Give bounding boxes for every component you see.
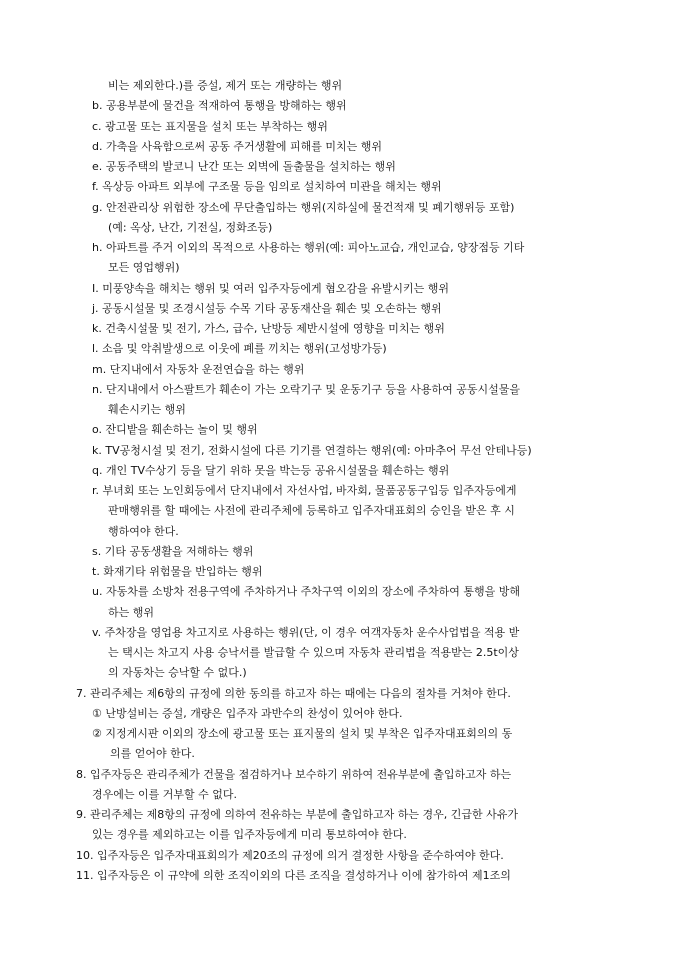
text-line: (예: 옥상, 난간, 기전실, 정화조등): [108, 221, 273, 234]
text-line: 9. 관리주체는 제8항의 규정에 의하여 전유하는 부분에 출입하고자 하는 경우, 긴급한 사유가: [76, 808, 518, 821]
text-line: 행하여야 한다.: [108, 525, 179, 538]
text-line: 8. 입주자등은 관리주체가 건물을 점검하거나 보수하기 위하여 전유부분에 출입하고자 하는: [76, 768, 512, 781]
text-line: ② 지정게시판 이외의 장소에 광고물 또는 표지물의 설치 및 부착은 입주자대표회의의 동: [92, 727, 513, 740]
text-line: 판매행위를 할 때에는 사전에 관리주체에 등록하고 입주자대표회의 승인을 받은 후 시: [108, 504, 515, 517]
text-line: 훼손시키는 행위: [108, 403, 186, 416]
text-line: 비는 제외한다.)를 증설, 제거 또는 개량하는 행위: [108, 79, 343, 92]
text-line: 는 택시는 차고지 사용 승낙서를 발급할 수 있으며 자동차 관리법을 적용받는 2.5t이상: [108, 646, 519, 659]
text-line: 경우에는 이를 거부할 수 없다.: [92, 788, 237, 801]
text-line: e. 공동주택의 발코니 난간 또는 외벽에 돌출물을 설치하는 행위: [92, 160, 396, 173]
text-line: 11. 입주자등은 이 규약에 의한 조직이외의 다른 조직을 결성하거나 이에 참가하여 제1조의: [76, 869, 511, 882]
text-line: 의를 얻어야 한다.: [110, 747, 195, 760]
text-line: j. 공동시설물 및 조경시설등 수목 기타 공동재산을 훼손 및 오손하는 행위: [92, 302, 442, 315]
text-line: o. 잔디밭을 훼손하는 놀이 및 행위: [92, 423, 258, 436]
text-line: s. 기타 공동생활을 저해하는 행위: [92, 545, 254, 558]
text-line: t. 화재기타 위험물을 반입하는 행위: [92, 565, 263, 578]
text-line: h. 아파트를 주거 이외의 목적으로 사용하는 행위(예: 피아노교습, 개인교습, 양장점등 기타: [92, 241, 525, 254]
text-line: g. 안전관리상 위험한 장소에 무단출입하는 행위(지하실에 물건적재 및 폐기행위등 포함): [92, 201, 515, 214]
text-line: m. 단지내에서 자동차 운전연습을 하는 행위: [92, 363, 305, 376]
text-line: v. 주차장을 영업용 차고지로 사용하는 행위(단, 이 경우 여객자동차 운수사업법을 적용 받: [92, 626, 520, 639]
text-line: 모든 영업행위): [108, 261, 180, 274]
text-line: n. 단지내에서 아스팔트가 훼손이 가는 오락기구 및 운동기구 등을 사용하여 공동시설물을: [92, 383, 520, 396]
text-line: 의 자동차는 승낙할 수 없다.): [108, 666, 247, 679]
text-line: r. 부녀회 또는 노인회등에서 단지내에서 자선사업, 바자회, 물품공동구입등 입주자등에게: [92, 484, 517, 497]
text-line: c. 광고물 또는 표지물을 설치 또는 부착하는 행위: [92, 120, 328, 133]
text-line: 7. 관리주체는 제6항의 규정에 의한 동의를 하고자 하는 때에는 다음의 절차를 거쳐야 한다.: [76, 687, 511, 700]
text-line: 있는 경우를 제외하고는 이를 입주자등에게 미리 통보하여야 한다.: [92, 828, 407, 841]
text-line: u. 자동차를 소방차 전용구역에 주차하거나 주차구역 이외의 장소에 주차하여 통행을 방해: [92, 585, 520, 598]
text-line: b. 공용부분에 물건을 적재하여 통행을 방해하는 행위: [92, 99, 347, 112]
text-line: f. 옥상등 아파트 외부에 구조물 등을 임의로 설치하여 미관을 해치는 행위: [92, 180, 442, 193]
text-line: I. 미풍양속을 해치는 행위 및 여러 입주자등에게 혐오감을 유발시키는 행위: [92, 282, 449, 295]
text-line: l. 소음 및 악취발생으로 이웃에 폐를 끼치는 행위(고성방가등): [92, 342, 387, 355]
text-line: q. 개인 TV수상기 등을 달기 위하 못을 박는등 공유시설물을 훼손하는 행위: [92, 464, 450, 477]
text-line: d. 가축을 사육함으로써 공동 주거생활에 피해를 미치는 행위: [92, 140, 382, 153]
text-line: 하는 행위: [108, 606, 155, 619]
text-line: 10. 입주자등은 입주자대표회의가 제20조의 규정에 의거 결정한 사항을 준수하여야 한다.: [76, 849, 504, 862]
text-line: ① 난방설비는 증설, 개량은 입주자 과반수의 찬성이 있어야 한다.: [92, 707, 403, 720]
text-line: k. 건축시설물 및 전기, 가스, 급수, 난방등 제반시설에 영향을 미치는 행위: [92, 322, 445, 335]
text-line: k. TV공청시설 및 전기, 전화시설에 다른 기기를 연결하는 행위(예: 아마추어 무선 안테나등): [92, 444, 532, 457]
